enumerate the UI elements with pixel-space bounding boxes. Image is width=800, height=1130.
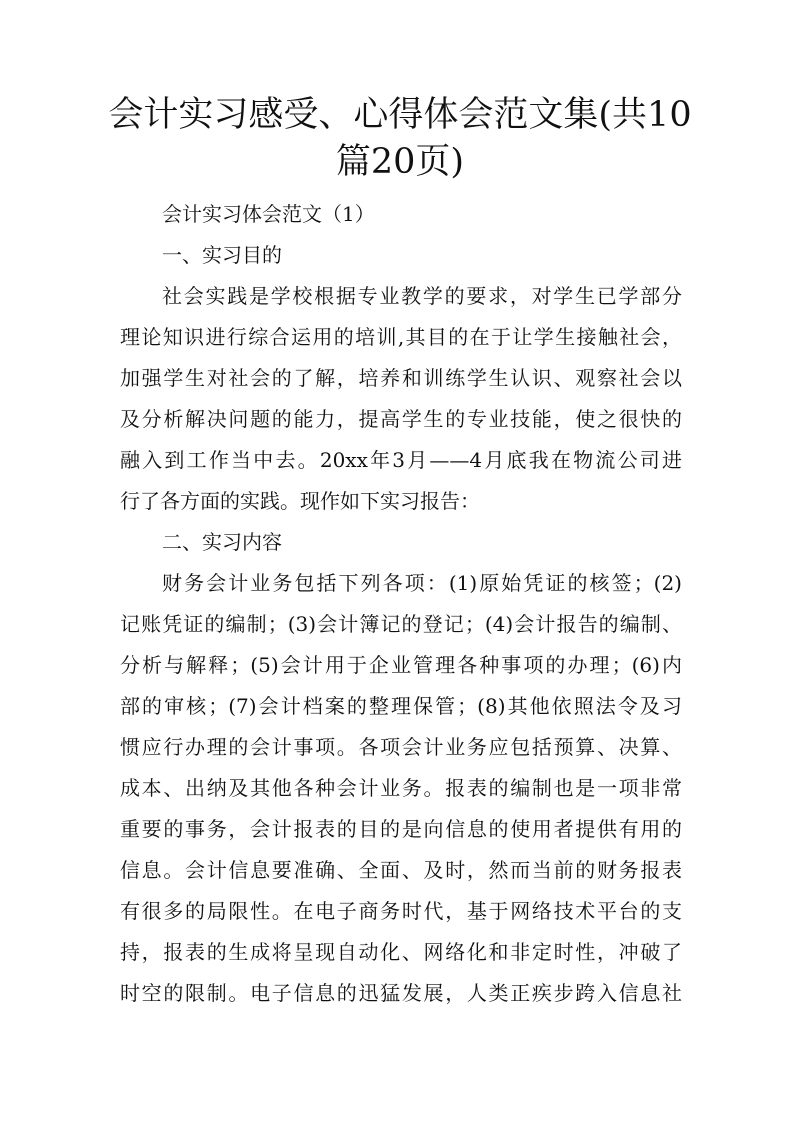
paragraph-line: 社会实践是学校根据专业教学的要求，对学生已学部分 <box>162 284 682 308</box>
paragraph-line: 时空的限制。电子信息的迅猛发展，人类正疾步跨入信息社 <box>120 981 682 1005</box>
title-line-2: 篇20页) <box>335 142 465 182</box>
paragraph-line: 记账凭证的编制；(3)会计簿记的登记；(4)会计报告的编制、 <box>120 612 682 636</box>
paragraph-line: 持，报表的生成将呈现自动化、网络化和非定时性，冲破了 <box>120 940 682 964</box>
paragraph-line: 信息。会计信息要准确、全面、及时，然而当前的财务报表 <box>120 858 682 882</box>
article-heading: 会计实习体会范文（1） <box>162 202 375 226</box>
paragraph-line: 成本、出纳及其他各种会计业务。报表的编制也是一项非常 <box>120 776 682 800</box>
title-line-1: 会计实习感受、心得体会范文集(共10 <box>108 95 692 135</box>
paragraph-line: 行了各方面的实践。现作如下实习报告： <box>120 489 480 513</box>
document-title <box>100 92 700 186</box>
paragraph-line: 融入到工作当中去。20xx年3月——4月底我在物流公司进 <box>120 448 682 472</box>
paragraph-line: 财务会计业务包括下列各项：(1)原始凭证的核签；(2) <box>162 571 682 595</box>
paragraph-line: 部的审核；(7)会计档案的整理保管；(8)其他依照法令及习 <box>120 694 682 718</box>
section-heading-purpose: 一、实习目的 <box>162 243 282 267</box>
paragraph-line: 加强学生对社会的了解，培养和训练学生认识、观察社会以 <box>120 366 682 390</box>
paragraph-line: 重要的事务，会计报表的目的是向信息的使用者提供有用的 <box>120 817 682 841</box>
section-heading-content: 二、实习内容 <box>162 530 282 554</box>
paragraph-line: 及分析解决问题的能力，提高学生的专业技能，使之很快的 <box>120 407 682 431</box>
paragraph-line: 分析与解释；(5)会计用于企业管理各种事项的办理；(6)内 <box>120 653 682 677</box>
paragraph-line: 理论知识进行综合运用的培训,其目的在于让学生接触社会， <box>120 325 682 349</box>
paragraph-line: 惯应行办理的会计事项。各项会计业务应包括预算、决算、 <box>120 735 682 759</box>
paragraph-line: 有很多的局限性。在电子商务时代，基于网络技术平台的支 <box>120 899 682 923</box>
paragraph-content <box>120 563 682 1014</box>
paragraph-purpose <box>120 276 682 522</box>
document-body <box>120 194 682 1014</box>
